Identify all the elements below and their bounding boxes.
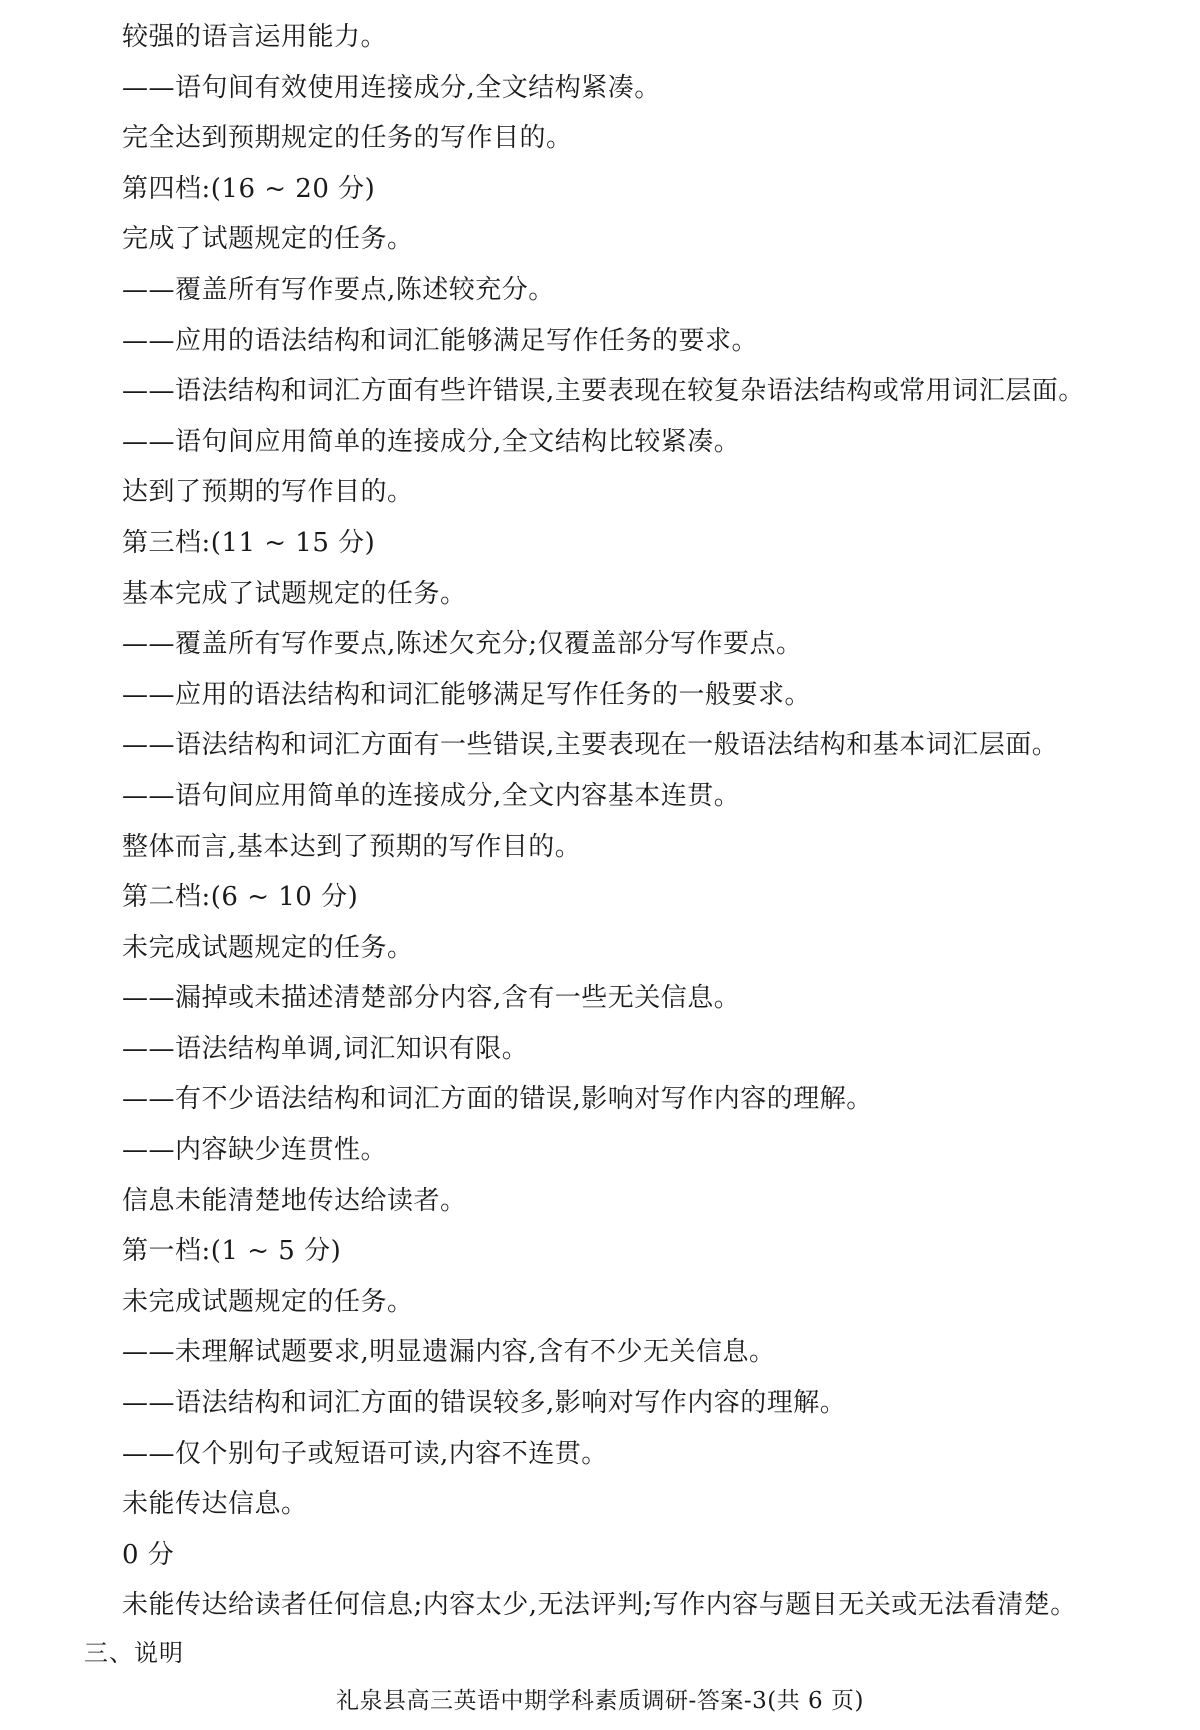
text-line: 完成了试题规定的任务。 (122, 224, 414, 255)
text-line: 达到了预期的写作目的。 (122, 477, 414, 508)
text-line: 未能传达信息。 (122, 1489, 308, 1520)
text-line: ——语句间应用简单的连接成分,全文内容基本连贯。 (122, 780, 741, 811)
text-line: ——语句间有效使用连接成分,全文结构紧凑。 (122, 72, 661, 103)
text-line: ——仅个别句子或短语可读,内容不连贯。 (122, 1438, 608, 1469)
text-line: ——语法结构单调,词汇知识有限。 (122, 1033, 529, 1064)
text-line: ——语句间应用简单的连接成分,全文结构比较紧凑。 (122, 426, 741, 457)
text-line: ——覆盖所有写作要点,陈述较充分。 (122, 274, 555, 305)
text-line: 信息未能清楚地传达给读者。 (122, 1185, 467, 1216)
text-line: ——语法结构和词汇方面有些许错误,主要表现在较复杂语法结构或常用词汇层面。 (122, 376, 1085, 407)
text-line: ——未理解试题要求,明显遗漏内容,含有不少无关信息。 (122, 1337, 776, 1368)
text-line: ——语法结构和词汇方面的错误较多,影响对写作内容的理解。 (122, 1388, 847, 1419)
text-line: 未完成试题规定的任务。 (122, 1286, 414, 1317)
scoring-criteria-body (122, 12, 1182, 1631)
text-line: 第四档:(16 ~ 20 分) (122, 173, 376, 204)
text-line: ——应用的语法结构和词汇能够满足写作任务的要求。 (122, 325, 759, 356)
text-line: 未完成试题规定的任务。 (122, 932, 414, 963)
text-line: ——内容缺少连贯性。 (122, 1135, 388, 1166)
text-line: 未能传达给读者任何信息;内容太少,无法评判;写作内容与题目无关或无法看清楚。 (122, 1590, 1077, 1621)
text-line: ——有不少语法结构和词汇方面的错误,影响对写作内容的理解。 (122, 1084, 873, 1115)
text-line: 较强的语言运用能力。 (122, 22, 388, 52)
text-line: ——覆盖所有写作要点,陈述欠充分;仅覆盖部分写作要点。 (122, 629, 803, 660)
text-line: 基本完成了试题规定的任务。 (122, 578, 467, 609)
text-line: ——应用的语法结构和词汇能够满足写作任务的一般要求。 (122, 679, 812, 710)
text-line: 第二档:(6 ~ 10 分) (122, 882, 359, 913)
text-line: 第三档:(11 ~ 15 分) (122, 527, 376, 558)
text-line: 第一档:(1 ~ 5 分) (122, 1236, 342, 1267)
text-line: 0 分 (122, 1539, 175, 1570)
text-line: 整体而言,基本达到了预期的写作目的。 (122, 831, 582, 862)
text-line: ——语法结构和词汇方面有一些错误,主要表现在一般语法结构和基本词汇层面。 (122, 730, 1059, 761)
section-heading: 三、说明 (84, 1639, 184, 1667)
text-line: ——漏掉或未描述清楚部分内容,含有一些无关信息。 (122, 983, 741, 1014)
page-footer: 礼泉县高三英语中期学科素质调研-答案-3(共 6 页) (336, 1688, 864, 1714)
text-line: 完全达到预期规定的任务的写作目的。 (122, 123, 573, 154)
